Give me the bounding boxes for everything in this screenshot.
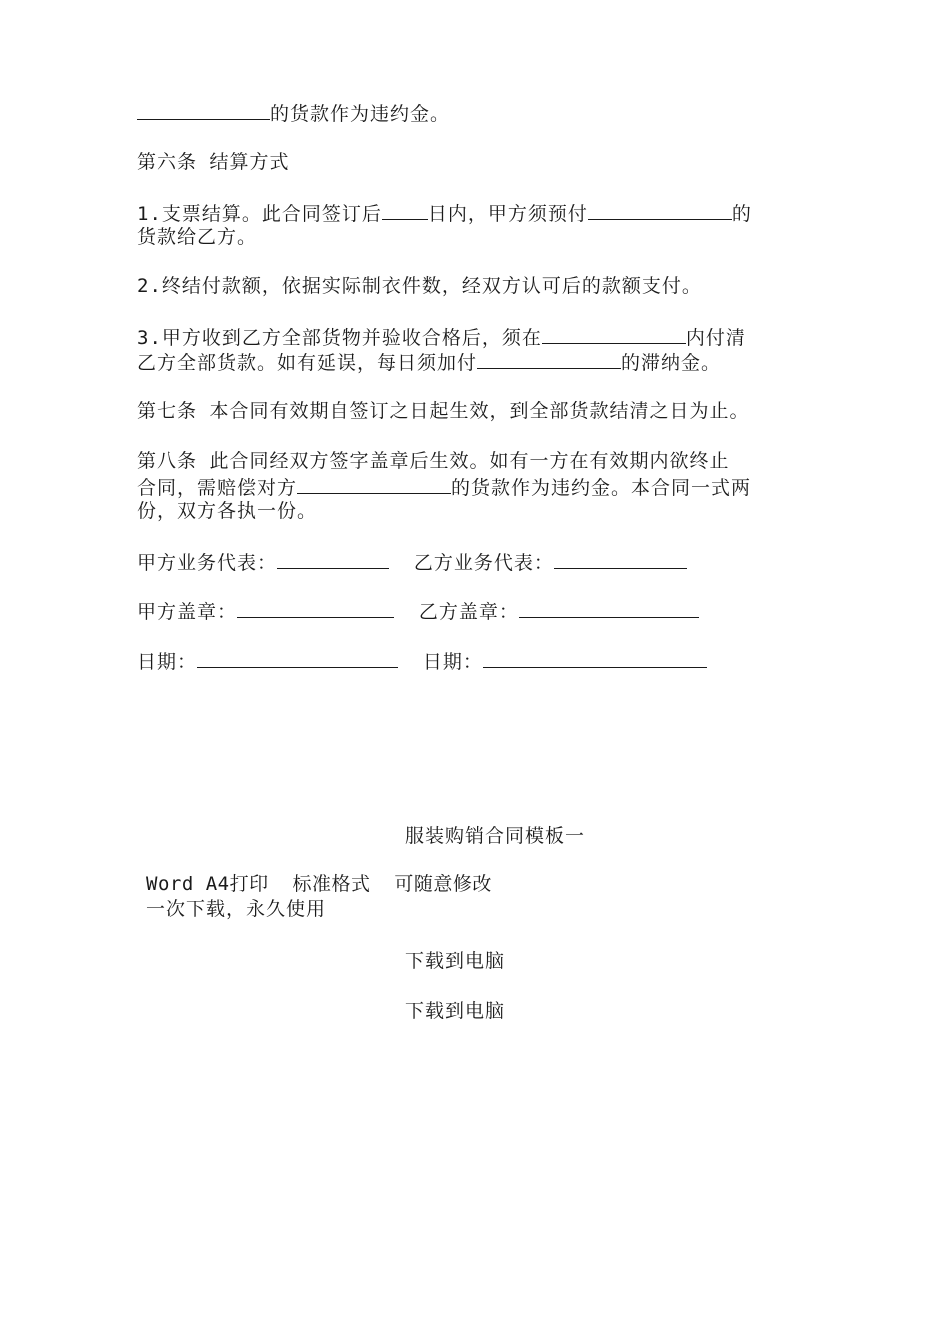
party-a-date-label: 日期：: [137, 651, 198, 673]
party-a-seal-field: [237, 598, 394, 618]
clause-text: 的滞纳金。: [621, 352, 722, 374]
party-b-date-label: 日期：: [422, 651, 483, 673]
template-title: 服装购销合同模板一: [405, 825, 586, 847]
penalty-line: [137, 100, 450, 127]
clause-text: 1.支票结算。此合同签订后: [137, 203, 382, 225]
blank-field: [542, 324, 686, 344]
blank-field: [382, 200, 428, 220]
clause-text: 内付清: [685, 327, 746, 349]
clause-text: 3.甲方收到乙方全部货物并验收合格后，须在: [137, 327, 542, 349]
party-a-date-field: [197, 648, 398, 668]
blank-field: [137, 100, 270, 120]
article-8-line-2: [137, 474, 751, 501]
party-a-rep-field: [277, 549, 389, 569]
blank-field: [588, 200, 732, 220]
article-8-line-1: 第八条 此合同经双方签字盖章后生效。如有一方在有效期内欲终止: [137, 450, 730, 472]
signature-rep-row: [137, 549, 687, 576]
article-6-title: 第六条 结算方式: [137, 151, 290, 173]
clause-text: 合同，需赔偿对方: [137, 477, 298, 499]
article-6-clause-1-cont: 货款给乙方。: [137, 226, 258, 248]
download-button-secondary[interactable]: 下载到电脑: [405, 1000, 506, 1022]
clause-text: 的: [731, 203, 752, 225]
download-button[interactable]: 下载到电脑: [405, 950, 506, 972]
clause-text: 乙方全部货款。如有延误，每日须加付: [137, 352, 478, 374]
blank-field: [297, 474, 451, 494]
article-6-clause-3-cont: [137, 349, 721, 376]
signature-seal-row: [137, 598, 699, 625]
party-b-seal-field: [519, 598, 699, 618]
blank-field: [477, 349, 621, 369]
features-line-1: Word A4打印 标准格式 可随意修改: [146, 873, 492, 895]
article-8-line-3: 份，双方各执一份。: [137, 500, 318, 522]
signature-date-row: [137, 648, 707, 675]
penalty-text: 的货款作为违约金。: [270, 103, 451, 125]
clause-text: 日内，甲方须预付: [427, 203, 588, 225]
party-b-rep-label: 乙方业务代表：: [413, 552, 554, 574]
features-line-2: 一次下载，永久使用: [146, 898, 327, 920]
party-a-rep-label: 甲方业务代表：: [137, 552, 278, 574]
article-6-clause-3: [137, 324, 746, 351]
party-b-seal-label: 乙方盖章：: [418, 601, 519, 623]
party-a-seal-label: 甲方盖章：: [137, 601, 238, 623]
article-6-clause-2: 2.终结付款额，依据实际制衣件数，经双方认可后的款额支付。: [137, 275, 702, 297]
article-7: 第七条 本合同有效期自签订之日起生效，到全部货款结清之日为止。: [137, 400, 750, 422]
clause-text: 的货款作为违约金。本合同一式两: [451, 477, 752, 499]
party-b-date-field: [483, 648, 707, 668]
party-b-rep-field: [554, 549, 687, 569]
article-6-clause-1: [137, 200, 752, 227]
